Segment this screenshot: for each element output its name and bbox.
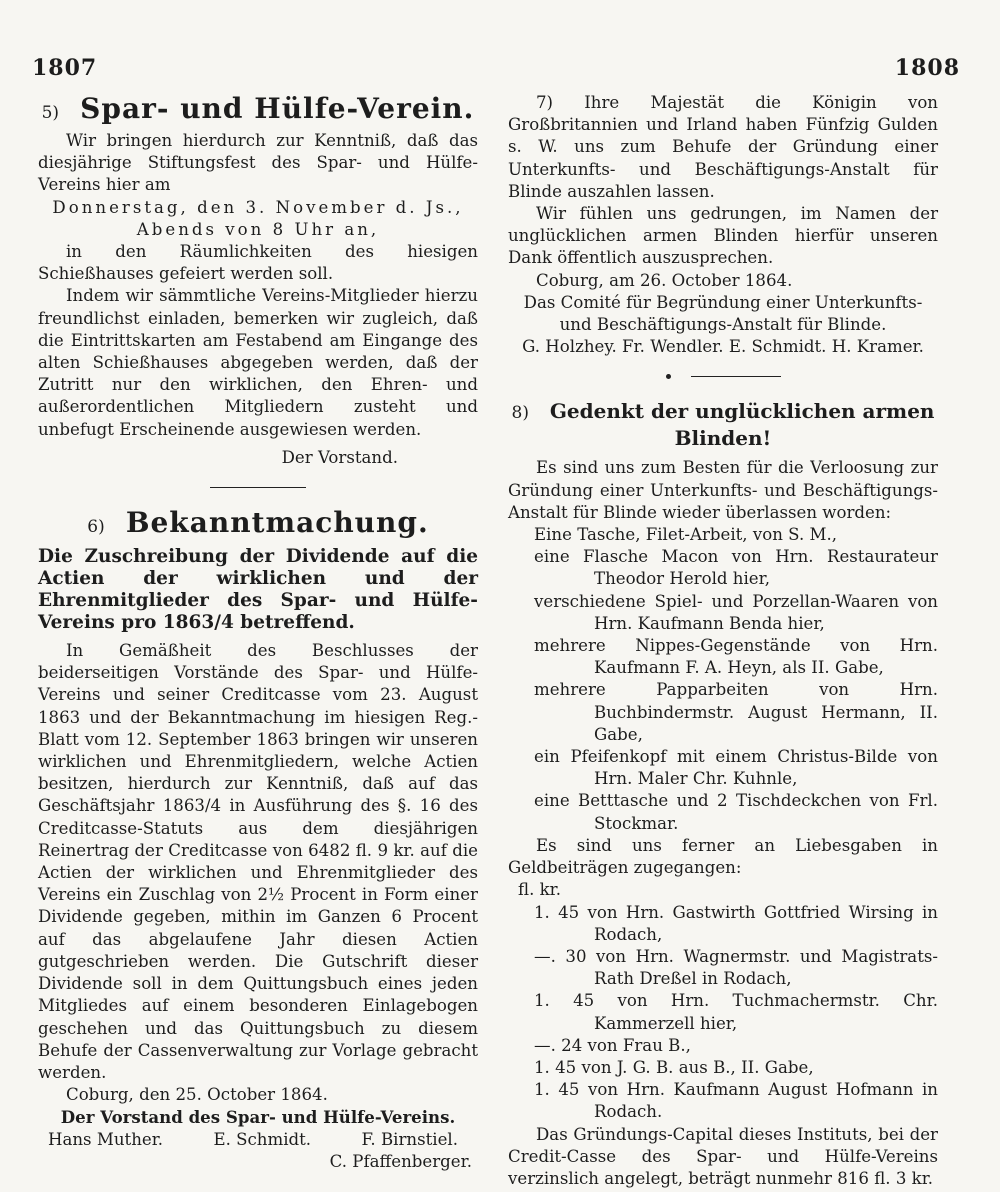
gift-item: 1. 45 von J. G. B. aus B., II. Gabe, bbox=[534, 1057, 814, 1077]
section-5-body: Indem wir sämmtliche Vereins-Mitglieder hierzu freundlichst einladen, bemerken wir zugleich, daß die Eintrittskarten am Festabend am Eingange des alten Schießhauses abgegeben werden, daß der Zutritt nur den wirklichen, den Ehren- und außerordentlichen Mitgliedern zusteht und unbefugt Erscheinende ausgewiesen werden. bbox=[38, 286, 478, 439]
section-5-number: 5) bbox=[41, 103, 60, 123]
section-6-subtitle: Die Zuschreibung der Dividende auf die Actien der wirklichen und der Ehrenmitglieder des Spar- und Hülfe-Vereins pro 1863/4 betreffend. bbox=[38, 546, 478, 634]
section-7-thanks: Wir fühlen uns gedrungen, im Namen der unglücklichen armen Blinden hierfür unseren Dank öffentlich auszusprechen. bbox=[508, 204, 938, 268]
section-5 bbox=[38, 92, 478, 469]
list-item: ein Pfeifenkopf mit einem Christus-Bilde von Hrn. Maler Chr. Kuhnle, bbox=[534, 747, 938, 789]
section-divider bbox=[210, 487, 306, 488]
signature-schmidt: E. Schmidt. bbox=[213, 1129, 312, 1149]
section-5-signature: Der Vorstand. bbox=[281, 447, 398, 467]
section-5-time: Abends von 8 Uhr an, bbox=[136, 219, 380, 239]
gift-item: 1. 45 von Hrn. Gastwirth Gottfried Wirsing in Rodach, bbox=[534, 902, 938, 944]
section-5-title: Spar- und Hülfe-Verein. bbox=[80, 92, 475, 125]
section-7-number: 7) bbox=[536, 93, 554, 112]
list-item: eine Flasche Macon von Hrn. Restaurateur Theodor Herold hier, bbox=[534, 547, 938, 589]
section-8 bbox=[508, 399, 938, 1190]
section-7-names: G. Holzhey. Fr. Wendler. E. Schmidt. H. Kramer. bbox=[522, 337, 924, 357]
section-8-intro: Es sind uns zum Besten für die Verloosung zur Gründung einer Unterkunfts- und Beschäftigungs-Anstalt für Blinde wieder überlassen worden: bbox=[508, 458, 938, 522]
gift-item: 1. 45 von Hrn. Tuchmachermstr. Chr. Kammerzell hier, bbox=[534, 991, 938, 1033]
section-5-intro: Wir bringen hierdurch zur Kenntniß, daß das diesjährige Stiftungsfest des Spar- und Hülfe-Vereins hier am bbox=[38, 131, 478, 195]
list-item: Eine Tasche, Filet-Arbeit, von S. M., bbox=[534, 525, 838, 545]
section-6-title: Bekanntmachung. bbox=[125, 506, 429, 540]
section-6-organisation: Der Vorstand des Spar- und Hülfe-Vereins. bbox=[60, 1107, 456, 1128]
section-divider-right bbox=[508, 374, 938, 379]
section-5-place: in den Räumlichkeiten des hiesigen Schießhauses gefeiert werden soll. bbox=[38, 242, 478, 284]
page-number-right: 1808 bbox=[894, 55, 960, 81]
signature-pfaffenberger: C. Pfaffenberger. bbox=[329, 1151, 472, 1171]
gift-list bbox=[508, 902, 938, 1124]
left-column bbox=[38, 92, 478, 1173]
divider-dot bbox=[666, 374, 671, 379]
gift-item: —. 24 von Frau B., bbox=[534, 1035, 691, 1055]
section-6 bbox=[38, 506, 478, 1173]
section-8-closing: Das Gründungs-Capital dieses Instituts, bei der Credit-Casse des Spar- und Hülfe-Vereins verzinslich angelegt, beträgt nunmehr 816 fl. 3 kr. bbox=[508, 1124, 938, 1188]
gift-item: 1. 45 von Hrn. Kaufmann August Hofmann in Rodach. bbox=[534, 1080, 938, 1122]
gift-item: —. 30 von Hrn. Wagnermstr. und Magistrats-Rath Dreßel in Rodach, bbox=[534, 946, 938, 989]
item-list bbox=[508, 524, 938, 835]
section-6-number: 6) bbox=[87, 517, 105, 538]
list-item: mehrere Nippes-Gegenstände von Hrn. Kaufmann F. A. Heyn, als II. Gabe, bbox=[534, 636, 938, 678]
section-6-date: Coburg, den 25. October 1864. bbox=[66, 1085, 328, 1105]
signature-muther: Hans Muther. bbox=[48, 1129, 164, 1149]
section-5-date: Donnerstag, den 3. November d. Js., bbox=[52, 197, 464, 217]
list-item: mehrere Papparbeiten von Hrn. Buchbindermstr. August Hermann, II. Gabe, bbox=[534, 680, 938, 744]
page-number-left: 1807 bbox=[32, 55, 98, 81]
divider-line bbox=[691, 376, 781, 377]
section-6-body: In Gemäßheit des Beschlusses der beiderseitigen Vorstände des Spar- und Hülfe-Vereins und seiner Creditcasse vom 23. August 1863 und der Bekanntmachung im hiesigen Reg.-Blatt vom 12. September 1863 bringen wir unseren wirklichen und Ehrenmitgliedern, welche Actien besitzen, hierdurch zur Kenntniß, daß auf das Geschäftsjahr 1863/4 in Ausführung des §. 16 des Creditcasse-Statuts aus dem diesjährigen Reinertrag der Creditcasse von 6482 fl. 9 kr. auf die Actien der wirklichen und Ehrenmitglieder des Vereins ein Zuschlag von 2½ Procent in Form einer Dividende gegeben, mithin im Ganzen 6 Procent auf das abgelaufene Jahr diesen Actien gutgeschrieben werden. Die Gutschrift dieser Dividende soll in dem Quittungsbuch eines jeden Mitgliedes auf einem besonderen Einlagebogen geschehen und das Quittungsbuch zu diesem Behufe der Cassenverwaltung zur Vorlage gebracht werden. bbox=[38, 641, 478, 1082]
list-item: verschiedene Spiel- und Porzellan-Waaren von Hrn. Kaufmann Benda hier, bbox=[534, 591, 938, 633]
section-8-number: 8) bbox=[511, 403, 529, 424]
section-7-date: Coburg, am 26. October 1864. bbox=[536, 270, 793, 290]
currency-header: fl. kr. bbox=[518, 880, 562, 900]
section-7 bbox=[508, 92, 938, 358]
list-item: eine Betttasche und 2 Tischdeckchen von Frl. Stockmar. bbox=[534, 791, 938, 833]
section-8-gifts-intro: Es sind uns ferner an Liebesgaben in Geldbeiträgen zugegangen: bbox=[508, 835, 938, 878]
signature-birnstiel: F. Birnstiel. bbox=[361, 1129, 458, 1149]
section-7-text: Ihre Majestät die Königin von Großbritannien und Irland haben Fünfzig Gulden s. W. uns zum Behufe der Gründung einer Unterkunfts- und Beschäftigungs-Anstalt für Blinde auszahlen lassen. bbox=[508, 93, 938, 201]
section-7-committee: Das Comité für Begründung einer Unterkunfts- und Beschäftigungs-Anstalt für Blinde. bbox=[523, 292, 923, 335]
right-column bbox=[508, 92, 938, 1190]
section-8-title: Gedenkt der unglücklichen armen Blinden! bbox=[549, 399, 935, 451]
section-6-signatures bbox=[38, 1129, 478, 1151]
